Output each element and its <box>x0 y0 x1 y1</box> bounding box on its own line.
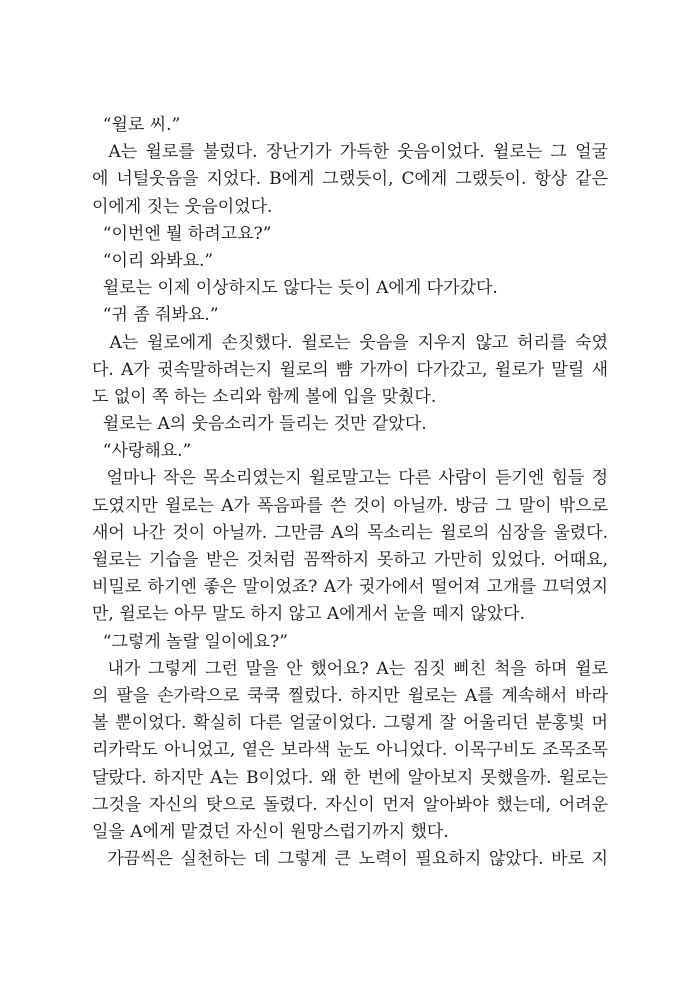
text-line: 윌로는 이제 이상하지도 않다는 듯이 A에게 다가갔다. <box>92 278 498 299</box>
text-line: 윌로는 A의 웃음소리가 들리는 것만 같았다. <box>92 414 427 435</box>
text-line: 일을 A에게 맡겼던 자신이 원망스럽기까지 했다. <box>92 821 449 842</box>
text-line: 내가 그렇게 그런 말을 안 했어요? A는 짐짓 삐친 척을 하며 윌로 <box>92 658 608 679</box>
text-line: 새어 나간 것이 아닐까. 그만큼 A의 목소리는 윌로의 심장을 울렸다. <box>92 522 608 543</box>
text-line: 에 너털웃음을 지었다. B에게 그랬듯이, C에게 그랬듯이. 항상 같은 <box>92 169 608 190</box>
text-line: A는 윌로를 불렀다. 장난기가 가득한 웃음이었다. 윌로는 그 얼굴 <box>92 142 608 163</box>
text-line: 의 팔을 손가락으로 쿡쿡 찔렀다. 하지만 윌로는 A를 계속해서 바라 <box>92 685 608 706</box>
text-line: “사랑해요.” <box>92 441 192 462</box>
text-line: 만, 윌로는 아무 말도 하지 않고 A에게서 눈을 떼지 않았다. <box>92 604 526 625</box>
text-line: 볼 뿐이었다. 확실히 다른 얼굴이었다. 그렇게 잘 어울리던 분홍빛 머 <box>92 713 608 734</box>
text-line: “귀 좀 줘봐요.” <box>92 305 219 326</box>
body-text <box>92 112 608 873</box>
text-line: 리카락도 아니었고, 옅은 보라색 눈도 아니었다. 이목구비도 조목조목 <box>92 740 608 761</box>
text-line: 도 없이 쪽 하는 소리와 함께 볼에 입을 맞췄다. <box>92 386 437 407</box>
text-line: 이에게 짓는 웃음이었다. <box>92 196 273 217</box>
text-line: “그렇게 놀랄 일이에요?” <box>92 631 288 652</box>
text-line: 다. A가 귓속말하려는지 윌로의 뺨 가까이 다가갔고, 윌로가 말릴 새 <box>92 359 608 380</box>
text-line: 얼마나 작은 목소리였는지 윌로말고는 다른 사람이 듣기엔 힘들 정 <box>92 468 608 489</box>
text-line: 비밀로 하기엔 좋은 말이었죠? A가 귓가에서 떨어져 고개를 끄덕였지 <box>92 577 608 598</box>
text-line: 윌로는 기습을 받은 것처럼 꼼짝하지 못하고 가만히 있었다. 어때요, <box>92 550 608 570</box>
text-line: 도였지만 윌로는 A가 폭음파를 쓴 것이 아닐까. 방금 그 말이 밖으로 <box>92 495 608 516</box>
text-line: 그것을 자신의 탓으로 돌렸다. 자신이 먼저 알아봐야 했는데, 어려운 <box>92 794 608 815</box>
text-line: A는 윌로에게 손짓했다. 윌로는 웃음을 지우지 않고 허리를 숙였 <box>92 332 608 353</box>
text-line: 가끔씩은 실천하는 데 그렇게 큰 노력이 필요하지 않았다. 바로 지 <box>92 849 608 870</box>
text-line: “이번엔 뭘 하려고요?” <box>92 223 272 244</box>
text-line: “이리 와봐요.” <box>92 250 214 271</box>
text-line: 달랐다. 하지만 A는 B이었다. 왜 한 번에 알아보지 못했을까. 윌로는 <box>92 767 608 788</box>
text-line: “윌로 씨.” <box>92 115 181 135</box>
